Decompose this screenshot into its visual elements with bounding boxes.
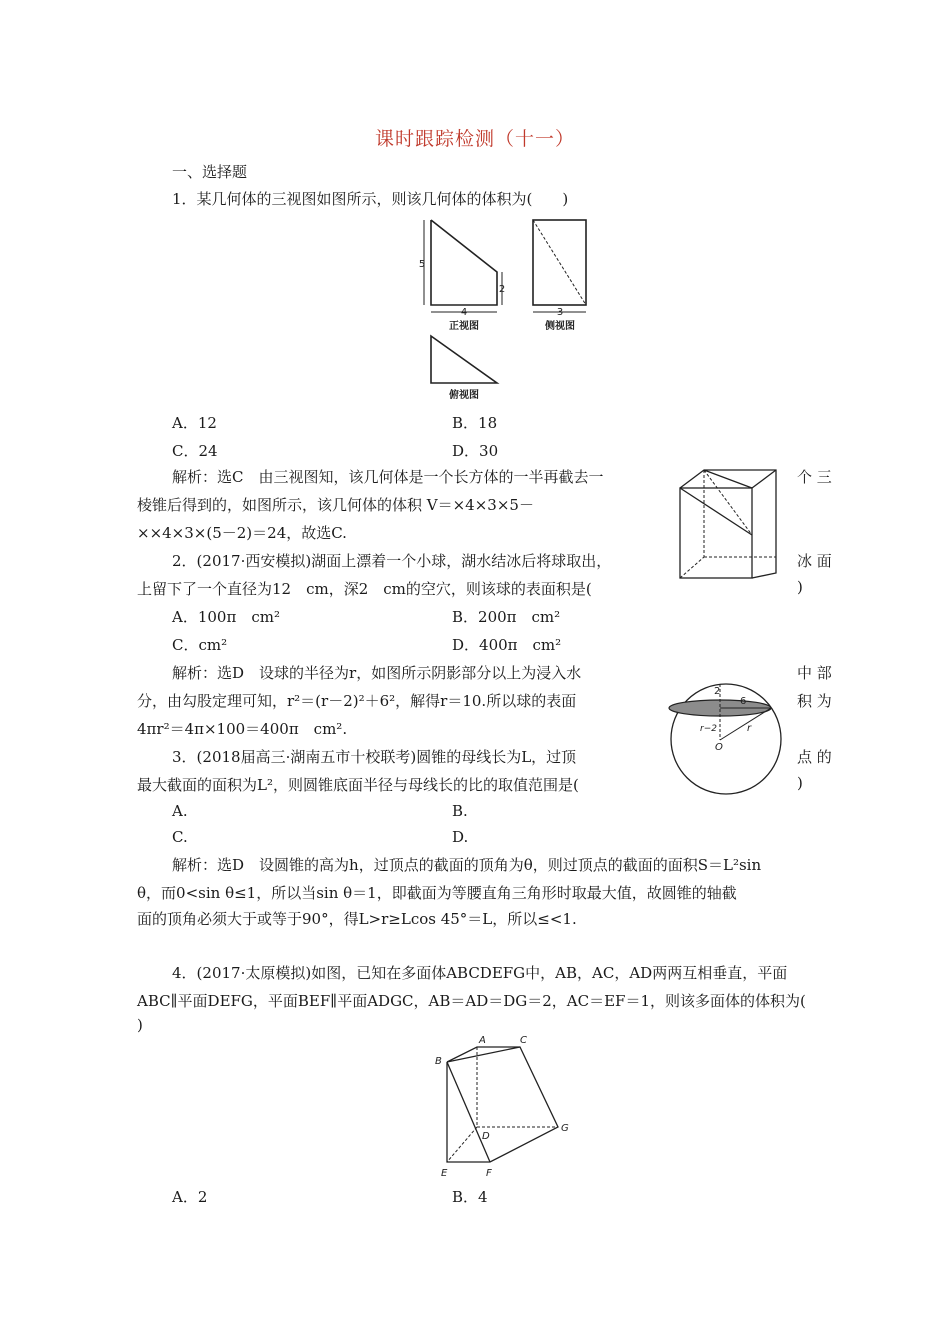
q1-three-views-figure <box>410 215 610 405</box>
q3-option-b: B. <box>452 802 468 820</box>
q2-stem-line2: 上留下了一个直径为12 cm，深2 cm的空穴，则该球的表面积是( <box>137 580 592 598</box>
page-title: 课时跟踪检测（十一） <box>375 128 576 150</box>
q4-polyhedron-figure <box>430 1035 580 1185</box>
vertex-d: D <box>482 1131 490 1142</box>
vertex-g: G <box>561 1123 569 1134</box>
q2-solution-line2-end: 积 为 <box>797 692 832 710</box>
q3-option-c: C. <box>172 828 188 846</box>
sphere-label-r: r <box>747 723 752 734</box>
q3-solution-line3: 面的顶角必须大于或等于90°，得L>r≥Lcos 45°＝L，所以≤<1. <box>137 910 577 928</box>
q3-option-a: A. <box>172 802 188 820</box>
q1-option-b: B．18 <box>452 414 498 432</box>
q4-option-b: B．4 <box>452 1188 488 1206</box>
q4-option-a: A．2 <box>172 1188 208 1206</box>
sphere-label-2: 2 <box>714 686 721 697</box>
dim-3: 3 <box>556 307 564 318</box>
q1-solution-line2: 棱锥后得到的，如图所示，该几何体的体积 V＝×4×3×5－ <box>137 496 534 514</box>
q3-option-d: D. <box>452 828 469 846</box>
sphere-label-o: O <box>715 742 723 753</box>
q2-option-d: D．400π cm² <box>452 636 562 654</box>
q2-solution-line3: 4πr²＝4π×100＝400π cm². <box>137 720 348 738</box>
dim-5: 5 <box>418 259 426 270</box>
front-view-shape <box>431 220 497 305</box>
q1-solution-line1-end: 个 三 <box>797 468 832 486</box>
q2-solution-line2: 分，由勾股定理可知，r²＝(r－2)²＋6²，解得r＝10.所以球的表面 <box>137 692 577 710</box>
q2-option-a: A．100π cm² <box>172 608 280 626</box>
q4-stem-line1: 4．(2017·太原模拟)如图，已知在多面体ABCDEFG中，AB，AC，AD两两互相垂直，平面 <box>172 964 788 982</box>
dim-4: 4 <box>460 307 468 318</box>
q3-stem-line1-end: 点 的 <box>797 748 832 766</box>
side-view-label: 侧视图 <box>545 321 575 332</box>
top-view-shape <box>431 336 497 383</box>
q4-stem-line2: ABC∥平面DEFG，平面BEF∥平面ADGC，AB＝AD＝DG＝2，AC＝EF＝1，则该多面体的体积为( <box>137 992 806 1010</box>
top-view-label: 俯视图 <box>449 390 479 401</box>
q2-solution-line1: 解析：选D 设球的半径为r，如图所示阴影部分以上为浸入水 <box>172 664 582 682</box>
dim-2: 2 <box>498 284 506 295</box>
q2-sphere-figure <box>670 676 785 801</box>
q1-option-d: D．30 <box>452 442 499 460</box>
q1-option-a: A．12 <box>172 414 217 432</box>
q2-solution-line1-end: 中 部 <box>797 664 832 682</box>
q1-option-c: C．24 <box>172 442 218 460</box>
vertex-b: B <box>435 1056 442 1067</box>
vertex-e: E <box>441 1168 448 1179</box>
q2-stem-line1: 2．(2017·西安模拟)湖面上漂着一个小球，湖水结冰后将球取出， <box>172 552 612 570</box>
q4-stem-line3: ) <box>137 1016 143 1034</box>
q3-stem-line2: 最大截面的面积为L²，则圆锥底面半径与母线长的比的取值范围是( <box>137 776 579 794</box>
section-heading: 一、选择题 <box>172 163 248 181</box>
vertex-f: F <box>486 1168 492 1179</box>
q2-option-b: B．200π cm² <box>452 608 561 626</box>
q3-solution-line2: θ，而0<sin θ≤1，所以当sin θ＝1，即截面为等腰直角三角形时取最大值，故圆锥的轴截 <box>137 884 737 902</box>
q3-stem-line2-end: ) <box>797 774 803 792</box>
q1-solution-solid-figure <box>676 466 786 586</box>
q1-stem: 1．某几何体的三视图如图所示，则该几何体的体积为( ) <box>172 190 569 208</box>
sphere-label-6: 6 <box>740 696 747 707</box>
q2-option-c: C．cm² <box>172 636 228 654</box>
q3-solution-line1: 解析：选D 设圆锥的高为h，过顶点的截面的顶角为θ，则过顶点的截面的面积S＝L²sin <box>172 856 762 874</box>
vertex-a: A <box>479 1035 486 1046</box>
q2-stem-line1-end: 冰 面 <box>797 552 832 570</box>
q1-solution-line3: ××4×3×(5－2)＝24，故选C. <box>137 524 347 542</box>
front-view-label: 正视图 <box>449 321 479 332</box>
sphere-label-r-minus-2: r−2 <box>700 724 717 734</box>
q3-stem-line1: 3．(2018届高三·湖南五市十校联考)圆锥的母线长为L，过顶 <box>172 748 577 766</box>
vertex-c: C <box>520 1035 527 1046</box>
q1-solution-line1: 解析：选C 由三视图知，该几何体是一个长方体的一半再截去一 <box>172 468 604 486</box>
q2-stem-line2-end: ) <box>797 578 803 596</box>
